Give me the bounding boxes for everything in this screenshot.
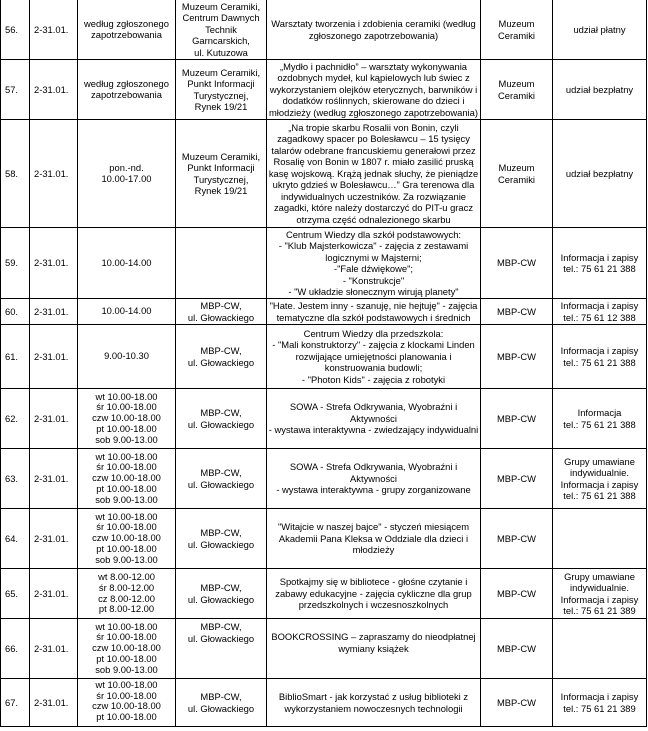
row-organizer: Muzeum Ceramiki (481, 120, 553, 228)
row-place (176, 228, 267, 299)
row-hours: wt 10.00-18.00 śr 10.00-18.00 czw 10.00-18.00 pt 10.00-18.00 sob 9.00-13.00 (78, 509, 176, 569)
row-description: Centrum Wiedzy dla przedszkola: - "Mali konstruktorzy" - zajęcia z klockami Linden rozwijające umiejętności planowania i konstruowania budowli; - "Photon Kids" - zajęcia z robotyki (267, 325, 481, 389)
row-info (553, 619, 647, 679)
row-dates: 2-31.01. (30, 228, 78, 299)
row-hours: 10.00-14.00 (78, 228, 176, 299)
row-number: 62. (1, 389, 30, 449)
row-organizer: Muzeum Ceramiki (481, 60, 553, 120)
table-row (1, 679, 647, 727)
row-organizer: MBP-CW (481, 325, 553, 389)
row-info (553, 509, 647, 569)
row-number: 59. (1, 228, 30, 299)
row-info: Grupy umawiane indywidualnie. Informacja i zapisy tel.: 75 61 21 389 (553, 569, 647, 619)
row-place: MBP-CW, ul. Głowackiego (176, 569, 267, 619)
row-organizer: Muzeum Ceramiki (481, 0, 553, 60)
row-description: SOWA - Strefa Odkrywania, Wyobraźni i Aktywności - wystawa interaktywna - zwiedzający indywidualni (267, 389, 481, 449)
row-description: Warsztaty tworzenia i zdobienia ceramiki (według zgłoszonego zapotrzebowania) (267, 0, 481, 60)
row-dates: 2-31.01. (30, 120, 78, 228)
row-organizer: MBP-CW (481, 449, 553, 509)
table-row (1, 569, 647, 619)
table-row (1, 120, 647, 228)
row-hours: wt 10.00-18.00 śr 10.00-18.00 czw 10.00-18.00 pt 10.00-18.00 sob 9.00-13.00 (78, 449, 176, 509)
row-hours: wt 10.00-18.00 śr 10.00-18.00 czw 10.00-18.00 pt 10.00-18.00 sob 9.00-13.00 (78, 389, 176, 449)
row-number: 61. (1, 325, 30, 389)
row-place: MBP-CW, ul. Głowackiego (176, 679, 267, 727)
row-info: Informacja i zapisy tel.: 75 61 12 388 (553, 299, 647, 325)
row-organizer: MBP-CW (481, 389, 553, 449)
row-number: 57. (1, 60, 30, 120)
row-info: Informacja i zapisy tel.: 75 61 21 389 (553, 679, 647, 727)
table-row (1, 619, 647, 679)
row-hours: wt 10.00-18.00 śr 10.00-18.00 czw 10.00-18.00 pt 10.00-18.00 (78, 679, 176, 727)
table-row (1, 299, 647, 325)
table-row (1, 228, 647, 299)
table-row (1, 60, 647, 120)
row-hours: według zgłoszonego zapotrzebowania (78, 60, 176, 120)
row-number: 66. (1, 619, 30, 679)
row-info: udział płatny (553, 0, 647, 60)
row-dates: 2-31.01. (30, 60, 78, 120)
row-description: "Witajcie w naszej bajce" - styczeń miesiącem Akademii Pana Kleksa w Oddziale dla dzieci i młodzieży (267, 509, 481, 569)
row-info: udział bezpłatny (553, 120, 647, 228)
row-number: 64. (1, 509, 30, 569)
row-place: Muzeum Ceramiki, Centrum Dawnych Technik Garncarskich, ul. Kutuzowa (176, 0, 267, 60)
row-place: Muzeum Ceramiki, Punkt Informacji Turystycznej, Rynek 19/21 (176, 60, 267, 120)
row-hours: 9.00-10.30 (78, 325, 176, 389)
row-hours: pon.-nd. 10.00-17.00 (78, 120, 176, 228)
row-number: 58. (1, 120, 30, 228)
row-description: BiblioSmart - jak korzystać z usług biblioteki z wykorzystaniem nowoczesnych technologii (267, 679, 481, 727)
row-info: Informacja i zapisy tel.: 75 61 21 388 (553, 228, 647, 299)
row-dates: 2-31.01. (30, 569, 78, 619)
row-hours: wt 8.00-12.00 śr 8.00-12.00 cz 8.00-12.00 pt 8.00-12.00 (78, 569, 176, 619)
row-info: Grupy umawiane indywidualnie. Informacja i zapisy tel.: 75 61 21 388 (553, 449, 647, 509)
table-row (1, 0, 647, 60)
row-dates: 2-31.01. (30, 325, 78, 389)
table-row (1, 325, 647, 389)
row-dates: 2-31.01. (30, 389, 78, 449)
row-info: udział bezpłatny (553, 60, 647, 120)
row-organizer: MBP-CW (481, 569, 553, 619)
row-number: 56. (1, 0, 30, 60)
row-place: MBP-CW, ul. Głowackiego (176, 325, 267, 389)
row-place: MBP-CW, ul. Głowackiego (176, 389, 267, 449)
row-hours: według zgłoszonego zapotrzebowania (78, 0, 176, 60)
table-row (1, 509, 647, 569)
row-description: „Na tropie skarbu Rosalii von Bonin, czyli zagadkowy spacer po Bolesławcu – 15 tysięcy talarów odebrane francuskiemu generałowi przez Rosalię von Bonin w 1807 r. miało zasilić pruską kasę wojskową. Krążą jednak słuchy, że pieniądze ukryto gdzieś w Bolesławcu…” Gra terenowa dla indywidualnych uczestników. Za rozwiązanie zagadki, które należy dostarczyć do PIT-u gracz otrzyma część odnalezionego skarbu (267, 120, 481, 228)
table-row (1, 389, 647, 449)
row-info: Informacja i zapisy tel.: 75 61 21 388 (553, 325, 647, 389)
row-number: 60. (1, 299, 30, 325)
row-dates: 2-31.01. (30, 0, 78, 60)
row-organizer: MBP-CW (481, 619, 553, 679)
row-place: Muzeum Ceramiki, Punkt Informacji Turystycznej, Rynek 19/21 (176, 120, 267, 228)
row-number: 63. (1, 449, 30, 509)
row-dates: 2-31.01. (30, 449, 78, 509)
row-place: MBP-CW, ul. Głowackiego (176, 299, 267, 325)
row-place: MBP-CW, ul. Głowackiego (176, 509, 267, 569)
row-organizer: MBP-CW (481, 228, 553, 299)
row-organizer: MBP-CW (481, 509, 553, 569)
row-info: Informacja tel.: 75 61 21 388 (553, 389, 647, 449)
row-dates: 2-31.01. (30, 679, 78, 727)
row-dates: 2-31.01. (30, 509, 78, 569)
row-organizer: MBP-CW (481, 679, 553, 727)
row-organizer: MBP-CW (481, 299, 553, 325)
row-description: SOWA - Strefa Odkrywania, Wyobraźni i Aktywności - wystawa interaktywna - grupy zorganizowane (267, 449, 481, 509)
row-dates: 2-31.01. (30, 299, 78, 325)
row-description: BOOKCROSSING – zapraszamy do nieodpłatnej wymiany książek (267, 619, 481, 679)
row-description: „Mydło i pachnidło” – warsztaty wykonywania ozdobnych mydeł, kul kąpielowych lub świec z wykorzystaniem olejków eterycznych, barwników i dodatków roślinnych, skierowane do dzieci i młodzieży (według zgłoszonego zapotrzebowania) (267, 60, 481, 120)
row-place: MBP-CW, ul. Głowackiego (176, 619, 267, 679)
row-hours: wt 10.00-18.00 śr 10.00-18.00 czw 10.00-18.00 pt 10.00-18.00 sob 9.00-13.00 (78, 619, 176, 679)
table-row (1, 449, 647, 509)
row-number: 67. (1, 679, 30, 727)
row-description: Spotkajmy się w bibliotece - głośne czytanie i zabawy edukacyjne - zajęcia cykliczne dla grup przedszkolnych i wczesnoszkolnych (267, 569, 481, 619)
row-description: Centrum Wiedzy dla szkół podstawowych: - "Klub Majsterkowicza" - zajęcia z zestawami logicznymi w Majsterni; -"Fale dźwiękowe"; - "Konstrukcje" - "W układzie słonecznym wirują planety" (267, 228, 481, 299)
row-place: MBP-CW, ul. Głowackiego (176, 449, 267, 509)
row-dates: 2-31.01. (30, 619, 78, 679)
row-hours: 10.00-14.00 (78, 299, 176, 325)
row-description: "Hate. Jestem inny - szanuję, nie hejtuję" - zajęcia tematyczne dla szkół podstawowych i średnich (267, 299, 481, 325)
row-number: 65. (1, 569, 30, 619)
